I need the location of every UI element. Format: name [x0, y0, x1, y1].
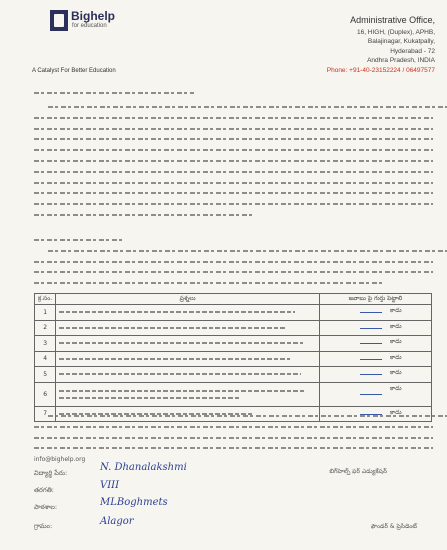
- table-row: [35, 382, 432, 406]
- village-value: Alagor: [100, 516, 134, 527]
- office-address: [327, 16, 435, 75]
- founder-label: ఫౌండర్ & ప్రెసిడెంట్: [370, 523, 417, 530]
- row-number: 1: [35, 305, 56, 321]
- question-cell: [56, 382, 320, 406]
- answer-cell: [320, 367, 432, 383]
- col-header-question: ప్రశ్నలు: [56, 294, 320, 305]
- office-title: Administrative Office,: [350, 15, 435, 25]
- question-cell: [56, 367, 320, 383]
- answer-no: కాదు: [390, 322, 402, 330]
- answer-no: కాదు: [390, 307, 402, 314]
- paragraph-intro: [34, 89, 433, 100]
- table-row: [35, 320, 432, 336]
- class-label: తరగతి:: [34, 486, 54, 494]
- bighelp-logo-icon: [50, 10, 68, 31]
- paragraph-body-2: [34, 236, 433, 290]
- brand-name: Bighelp: [71, 9, 115, 23]
- row-number: 7: [35, 406, 56, 422]
- strike-mark: [360, 374, 382, 375]
- col-header-answer: జవాబు పై గుర్తు పెట్టాలి: [320, 294, 432, 305]
- org-signature-label: బిగ్‌హెల్ప్ ఫర్ ఎడ్యుకేషన్: [329, 468, 387, 475]
- strike-mark: [360, 312, 382, 313]
- school-value: MLBoghmets: [100, 497, 168, 508]
- office-phone: Phone: +91-40-23152224 / 06497577: [326, 66, 435, 74]
- answer-cell: [320, 336, 432, 352]
- address-line: 16, HIGH, (Duplex), APHB,: [356, 28, 435, 36]
- answer-cell: [320, 305, 432, 321]
- answer-no: కాదు: [390, 338, 402, 345]
- student-name-value: N. Dhanalakshmi: [100, 462, 187, 473]
- answer-no: కాదు: [390, 369, 402, 376]
- contact-email: info@bighelp.org: [34, 456, 86, 463]
- answer-no: కాదు: [390, 353, 402, 361]
- address-line: Hyderabad - 72: [390, 47, 435, 55]
- table-row: [35, 367, 432, 383]
- strike-mark: [360, 328, 382, 329]
- table-header-row: [35, 294, 432, 305]
- table-row: [35, 305, 432, 321]
- row-number: 4: [35, 351, 56, 367]
- table-row: [35, 336, 432, 352]
- table-row: [35, 351, 432, 367]
- address-line: Balajinagar, Kukatpally,: [367, 38, 435, 45]
- questionnaire-table: [34, 293, 432, 422]
- strike-mark: [360, 343, 382, 344]
- brand-sub: for education: [72, 23, 107, 29]
- strike-mark: [360, 359, 382, 360]
- strike-mark: [360, 394, 382, 395]
- tagline: A Catalyst For Better Education: [32, 68, 116, 74]
- paragraph-closing: [34, 412, 433, 455]
- answer-cell: [320, 382, 432, 406]
- question-cell: [56, 305, 320, 321]
- row-number: 6: [35, 382, 56, 406]
- question-cell: [56, 320, 320, 336]
- row-number: 3: [35, 336, 56, 352]
- paragraph-body-1: [34, 103, 433, 222]
- answer-cell: [320, 320, 432, 336]
- class-value: VIII: [100, 480, 120, 491]
- answer-no: కాదు: [390, 384, 402, 392]
- school-label: పాఠశాల:: [34, 503, 58, 511]
- row-number: 2: [35, 320, 56, 336]
- village-label: గ్రామం:: [34, 522, 53, 530]
- answer-no: కాదు: [390, 408, 402, 416]
- question-cell: [56, 351, 320, 367]
- col-header-no: క్ర.సం.: [35, 294, 56, 305]
- question-cell: [56, 336, 320, 352]
- student-name-label: విద్యార్థి పేరు:: [34, 469, 68, 477]
- row-number: 5: [35, 367, 56, 383]
- address-line: Andhra Pradesh, INDIA: [367, 57, 435, 64]
- answer-cell: [320, 351, 432, 367]
